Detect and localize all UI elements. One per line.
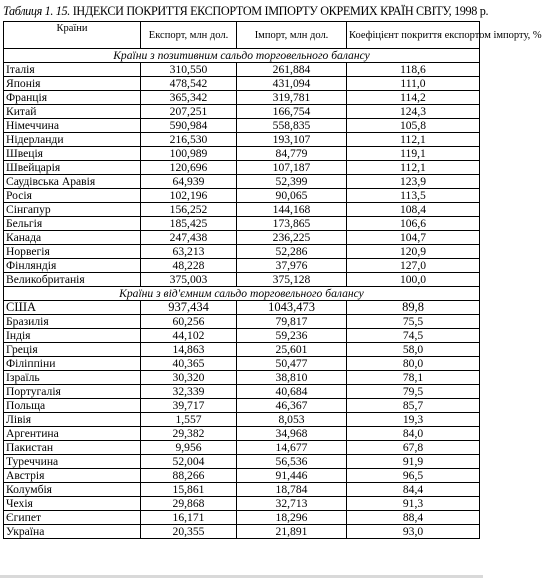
export-cell: 44,102 [141, 329, 237, 343]
import-cell: 193,107 [237, 133, 347, 147]
coverage-cell: 91,3 [347, 497, 480, 511]
country-cell: Португалія [4, 385, 141, 399]
import-cell: 59,236 [237, 329, 347, 343]
import-cell: 144,168 [237, 203, 347, 217]
table-row [4, 413, 480, 427]
country-cell: Саудівська Аравія [4, 175, 141, 189]
table-row [4, 399, 480, 413]
table-row [4, 329, 480, 343]
header-row [4, 22, 480, 49]
import-cell: 173,865 [237, 217, 347, 231]
country-cell: Німеччина [4, 119, 141, 133]
country-cell: Японія [4, 77, 141, 91]
table-row [4, 301, 480, 315]
country-cell: Італія [4, 63, 141, 77]
coverage-cell: 118,6 [347, 63, 480, 77]
import-cell: 25,601 [237, 343, 347, 357]
country-cell: Бразилія [4, 315, 141, 329]
import-cell: 107,187 [237, 161, 347, 175]
table-row [4, 217, 480, 231]
country-cell: Індія [4, 329, 141, 343]
export-cell: 29,382 [141, 427, 237, 441]
coverage-cell: 112,1 [347, 161, 480, 175]
country-cell: Франція [4, 91, 141, 105]
export-cell: 29,868 [141, 497, 237, 511]
import-cell: 32,713 [237, 497, 347, 511]
import-cell: 18,296 [237, 511, 347, 525]
header-country: Країни [4, 22, 141, 49]
table-row [4, 245, 480, 259]
coverage-cell: 127,0 [347, 259, 480, 273]
import-cell: 37,976 [237, 259, 347, 273]
export-cell: 39,717 [141, 399, 237, 413]
export-cell: 64,939 [141, 175, 237, 189]
export-cell: 16,171 [141, 511, 237, 525]
caption-label: Таблиця 1. 15. [3, 4, 70, 18]
country-cell: Україна [4, 525, 141, 539]
export-cell: 20,355 [141, 525, 237, 539]
import-cell: 91,446 [237, 469, 347, 483]
table-caption [3, 3, 489, 19]
coverage-cell: 75,5 [347, 315, 480, 329]
country-cell: Норвегія [4, 245, 141, 259]
export-cell: 247,438 [141, 231, 237, 245]
export-cell: 9,956 [141, 441, 237, 455]
table-row [4, 525, 480, 539]
coverage-cell: 84,0 [347, 427, 480, 441]
export-cell: 185,425 [141, 217, 237, 231]
country-cell: Чехія [4, 497, 141, 511]
import-cell: 90,065 [237, 189, 347, 203]
positive-balance-group [4, 49, 480, 287]
import-cell: 18,784 [237, 483, 347, 497]
table-row [4, 315, 480, 329]
country-cell: Нідерланди [4, 133, 141, 147]
country-cell: США [4, 301, 141, 315]
country-cell: Росія [4, 189, 141, 203]
country-cell: Польща [4, 399, 141, 413]
table-row [4, 497, 480, 511]
table-row [4, 175, 480, 189]
coverage-cell: 111,0 [347, 77, 480, 91]
coverage-cell: 19,3 [347, 413, 480, 427]
section-title-negative: Країни з від'ємним сальдо торговельного балансу [4, 287, 480, 301]
negative-balance-group [4, 287, 480, 539]
export-cell: 310,550 [141, 63, 237, 77]
coverage-cell: 114,2 [347, 91, 480, 105]
coverage-cell: 74,5 [347, 329, 480, 343]
export-cell: 937,434 [141, 301, 237, 315]
export-cell: 60,256 [141, 315, 237, 329]
import-cell: 166,754 [237, 105, 347, 119]
export-cell: 40,365 [141, 357, 237, 371]
table-row [4, 357, 480, 371]
export-cell: 375,003 [141, 273, 237, 287]
export-cell: 88,266 [141, 469, 237, 483]
coverage-cell: 58,0 [347, 343, 480, 357]
export-cell: 100,989 [141, 147, 237, 161]
table-row [4, 469, 480, 483]
import-cell: 261,884 [237, 63, 347, 77]
table-row [4, 189, 480, 203]
country-cell: Бельгія [4, 217, 141, 231]
country-cell: Китай [4, 105, 141, 119]
import-cell: 431,094 [237, 77, 347, 91]
import-cell: 558,835 [237, 119, 347, 133]
table-row [4, 105, 480, 119]
coverage-cell: 80,0 [347, 357, 480, 371]
header-import: Імпорт, млн дол. [237, 22, 347, 49]
export-cell: 63,213 [141, 245, 237, 259]
table-row [4, 343, 480, 357]
export-cell: 478,542 [141, 77, 237, 91]
coverage-cell: 113,5 [347, 189, 480, 203]
import-cell: 46,367 [237, 399, 347, 413]
section-row [4, 287, 480, 301]
import-cell: 38,810 [237, 371, 347, 385]
import-cell: 56,536 [237, 455, 347, 469]
coverage-cell: 112,1 [347, 133, 480, 147]
coverage-cell: 123,9 [347, 175, 480, 189]
table-row [4, 371, 480, 385]
import-cell: 21,891 [237, 525, 347, 539]
export-cell: 590,984 [141, 119, 237, 133]
caption-title: ІНДЕКСИ ПОКРИТТЯ ЕКСПОРТОМ ІМПОРТУ ОКРЕМИХ КРАЇН СВІТУ, 1998 р. [72, 4, 489, 18]
country-cell: Австрія [4, 469, 141, 483]
coverage-cell: 119,1 [347, 147, 480, 161]
import-cell: 52,286 [237, 245, 347, 259]
import-cell: 34,968 [237, 427, 347, 441]
import-cell: 79,817 [237, 315, 347, 329]
table-row [4, 119, 480, 133]
coverage-cell: 78,1 [347, 371, 480, 385]
coverage-cell: 108,4 [347, 203, 480, 217]
table-row [4, 511, 480, 525]
export-cell: 48,228 [141, 259, 237, 273]
coverage-cell: 105,8 [347, 119, 480, 133]
import-cell: 84,779 [237, 147, 347, 161]
country-cell: Аргентина [4, 427, 141, 441]
export-cell: 30,320 [141, 371, 237, 385]
export-cell: 102,196 [141, 189, 237, 203]
country-cell: Швейцарія [4, 161, 141, 175]
country-cell: Канада [4, 231, 141, 245]
export-cell: 120,696 [141, 161, 237, 175]
import-cell: 40,684 [237, 385, 347, 399]
coverage-cell: 88,4 [347, 511, 480, 525]
table-row [4, 441, 480, 455]
table-row [4, 77, 480, 91]
table-row [4, 427, 480, 441]
import-cell: 52,399 [237, 175, 347, 189]
country-cell: Греція [4, 343, 141, 357]
header-export: Експорт, млн дол. [141, 22, 237, 49]
export-cell: 156,252 [141, 203, 237, 217]
table-row [4, 203, 480, 217]
country-cell: Пакистан [4, 441, 141, 455]
coverage-cell: 100,0 [347, 273, 480, 287]
import-cell: 375,128 [237, 273, 347, 287]
section-row [4, 49, 480, 63]
coverage-cell: 96,5 [347, 469, 480, 483]
export-cell: 365,342 [141, 91, 237, 105]
export-cell: 207,251 [141, 105, 237, 119]
export-cell: 15,861 [141, 483, 237, 497]
table-row [4, 147, 480, 161]
trade-coverage-table [3, 21, 542, 539]
coverage-cell: 89,8 [347, 301, 480, 315]
section-title-positive: Країни з позитивним сальдо торговельного балансу [4, 49, 480, 63]
table-row [4, 231, 480, 245]
coverage-cell: 79,5 [347, 385, 480, 399]
country-cell: Фінляндія [4, 259, 141, 273]
header-coverage: Коефіцієнт покриття експортом імпорту, % [347, 22, 480, 49]
country-cell: Єгипет [4, 511, 141, 525]
import-cell: 319,781 [237, 91, 347, 105]
coverage-cell: 120,9 [347, 245, 480, 259]
coverage-cell: 124,3 [347, 105, 480, 119]
table-row [4, 273, 480, 287]
country-cell: Великобританія [4, 273, 141, 287]
export-cell: 216,530 [141, 133, 237, 147]
export-cell: 14,863 [141, 343, 237, 357]
import-cell: 8,053 [237, 413, 347, 427]
country-cell: Сінгапур [4, 203, 141, 217]
table-row [4, 133, 480, 147]
export-cell: 1,557 [141, 413, 237, 427]
coverage-cell: 84,4 [347, 483, 480, 497]
import-cell: 14,677 [237, 441, 347, 455]
country-cell: Ізраїль [4, 371, 141, 385]
country-cell: Лівія [4, 413, 141, 427]
import-cell: 1043,473 [237, 301, 347, 315]
coverage-cell: 104,7 [347, 231, 480, 245]
coverage-cell: 106,6 [347, 217, 480, 231]
table-row [4, 63, 480, 77]
table-row [4, 161, 480, 175]
table-row [4, 455, 480, 469]
country-cell: Колумбія [4, 483, 141, 497]
country-cell: Філіппіни [4, 357, 141, 371]
table-row [4, 483, 480, 497]
country-cell: Швеція [4, 147, 141, 161]
table-row [4, 91, 480, 105]
import-cell: 50,477 [237, 357, 347, 371]
country-cell: Туреччина [4, 455, 141, 469]
export-cell: 52,004 [141, 455, 237, 469]
table-row [4, 259, 480, 273]
coverage-cell: 93,0 [347, 525, 480, 539]
import-cell: 236,225 [237, 231, 347, 245]
export-cell: 32,339 [141, 385, 237, 399]
coverage-cell: 67,8 [347, 441, 480, 455]
coverage-cell: 85,7 [347, 399, 480, 413]
table-row [4, 385, 480, 399]
coverage-cell: 91,9 [347, 455, 480, 469]
